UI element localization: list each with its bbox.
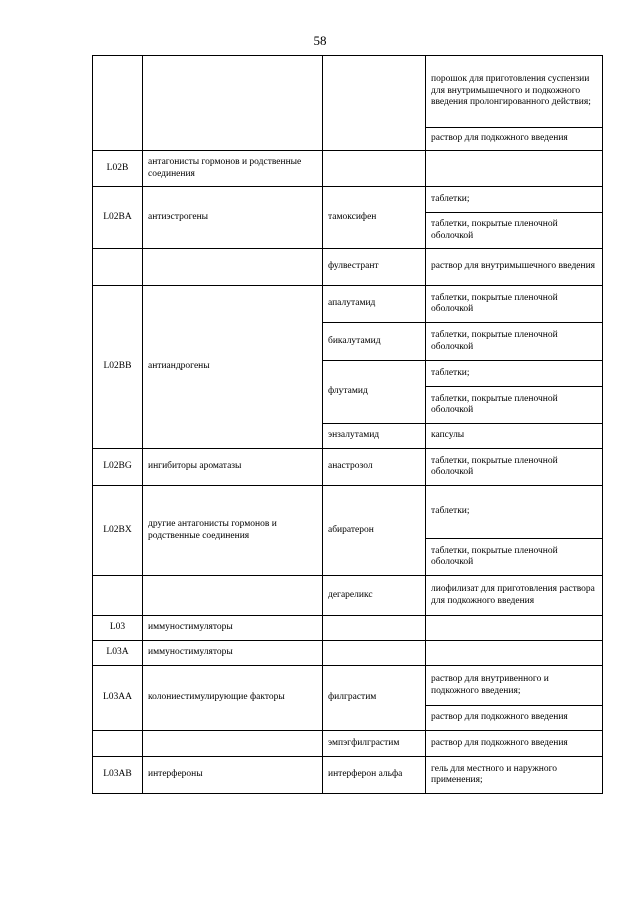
- code-cell: [93, 56, 143, 151]
- form-cell: таблетки, покрытые пленочной оболочкой: [426, 213, 603, 249]
- drug-cell: [323, 616, 426, 641]
- form-cell: раствор для внутривенного и подкожного введения;: [426, 666, 603, 706]
- form-cell: таблетки, покрытые пленочной оболочкой: [426, 323, 603, 361]
- table-row: [93, 449, 603, 486]
- code-cell: L02BG: [93, 449, 143, 486]
- drug-table: [92, 55, 603, 794]
- code-cell: [93, 731, 143, 757]
- form-cell: капсулы: [426, 424, 603, 449]
- table-row: [93, 286, 603, 323]
- table-row: [93, 757, 603, 794]
- group-cell: [143, 56, 323, 151]
- drug-cell: [323, 151, 426, 187]
- drug-cell: [323, 56, 426, 151]
- group-cell: колониестимулирующие факторы: [143, 666, 323, 731]
- code-cell: L02BA: [93, 187, 143, 249]
- group-cell: интерфероны: [143, 757, 323, 794]
- code-cell: [93, 576, 143, 616]
- code-cell: L03: [93, 616, 143, 641]
- table-row: [93, 486, 603, 539]
- drug-cell: [323, 641, 426, 666]
- code-cell: L02BB: [93, 286, 143, 449]
- table-row: [93, 187, 603, 213]
- group-cell: [143, 576, 323, 616]
- group-cell: антиэстрогены: [143, 187, 323, 249]
- form-cell: таблетки, покрытые пленочной оболочкой: [426, 449, 603, 486]
- form-cell: [426, 641, 603, 666]
- page-number: 58: [313, 33, 327, 48]
- group-cell: другие антагонисты гормонов и родственные соединения: [143, 486, 323, 576]
- form-cell: гель для местного и наружного применения;: [426, 757, 603, 794]
- form-cell: раствор для подкожного введения: [426, 706, 603, 731]
- drug-cell: апалутамид: [323, 286, 426, 323]
- drug-cell: бикалутамид: [323, 323, 426, 361]
- drug-cell: абиратерон: [323, 486, 426, 576]
- form-cell: таблетки, покрытые пленочной оболочкой: [426, 286, 603, 323]
- group-cell: антагонисты гормонов и родственные соединения: [143, 151, 323, 187]
- form-cell: [426, 151, 603, 187]
- group-cell: [143, 249, 323, 286]
- form-cell: таблетки;: [426, 187, 603, 213]
- drug-cell: эмпэгфилграстим: [323, 731, 426, 757]
- group-cell: иммуностимуляторы: [143, 641, 323, 666]
- drug-cell: тамоксифен: [323, 187, 426, 249]
- form-cell: таблетки, покрытые пленочной оболочкой: [426, 387, 603, 424]
- form-cell: порошок для приготовления суспензии для внутримышечного и подкожного введения пролонгированного действия;: [426, 56, 603, 128]
- group-cell: антиандрогены: [143, 286, 323, 449]
- table-row: [93, 576, 603, 616]
- form-cell: таблетки, покрытые пленочной оболочкой: [426, 539, 603, 576]
- code-cell: L03AA: [93, 666, 143, 731]
- code-cell: L03A: [93, 641, 143, 666]
- form-cell: раствор для внутримышечного введения: [426, 249, 603, 286]
- table-row: [93, 56, 603, 128]
- drug-cell: флутамид: [323, 361, 426, 424]
- drug-cell: анастрозол: [323, 449, 426, 486]
- table-row: [93, 151, 603, 187]
- group-cell: [143, 731, 323, 757]
- code-cell: [93, 249, 143, 286]
- group-cell: иммуностимуляторы: [143, 616, 323, 641]
- table-row: [93, 616, 603, 641]
- form-cell: [426, 616, 603, 641]
- table-row: [93, 641, 603, 666]
- form-cell: таблетки;: [426, 361, 603, 387]
- form-cell: лиофилизат для приготовления раствора для подкожного введения: [426, 576, 603, 616]
- group-cell: ингибиторы ароматазы: [143, 449, 323, 486]
- drug-cell: дегареликс: [323, 576, 426, 616]
- code-cell: L03AB: [93, 757, 143, 794]
- drug-cell: энзалутамид: [323, 424, 426, 449]
- code-cell: L02B: [93, 151, 143, 187]
- table-row: [93, 666, 603, 706]
- form-cell: раствор для подкожного введения: [426, 128, 603, 151]
- table-row: [93, 731, 603, 757]
- code-cell: L02BX: [93, 486, 143, 576]
- drug-cell: интерферон альфа: [323, 757, 426, 794]
- table-row: [93, 249, 603, 286]
- drug-cell: филграстим: [323, 666, 426, 731]
- drug-cell: фулвестрант: [323, 249, 426, 286]
- form-cell: таблетки;: [426, 486, 603, 539]
- form-cell: раствор для подкожного введения: [426, 731, 603, 757]
